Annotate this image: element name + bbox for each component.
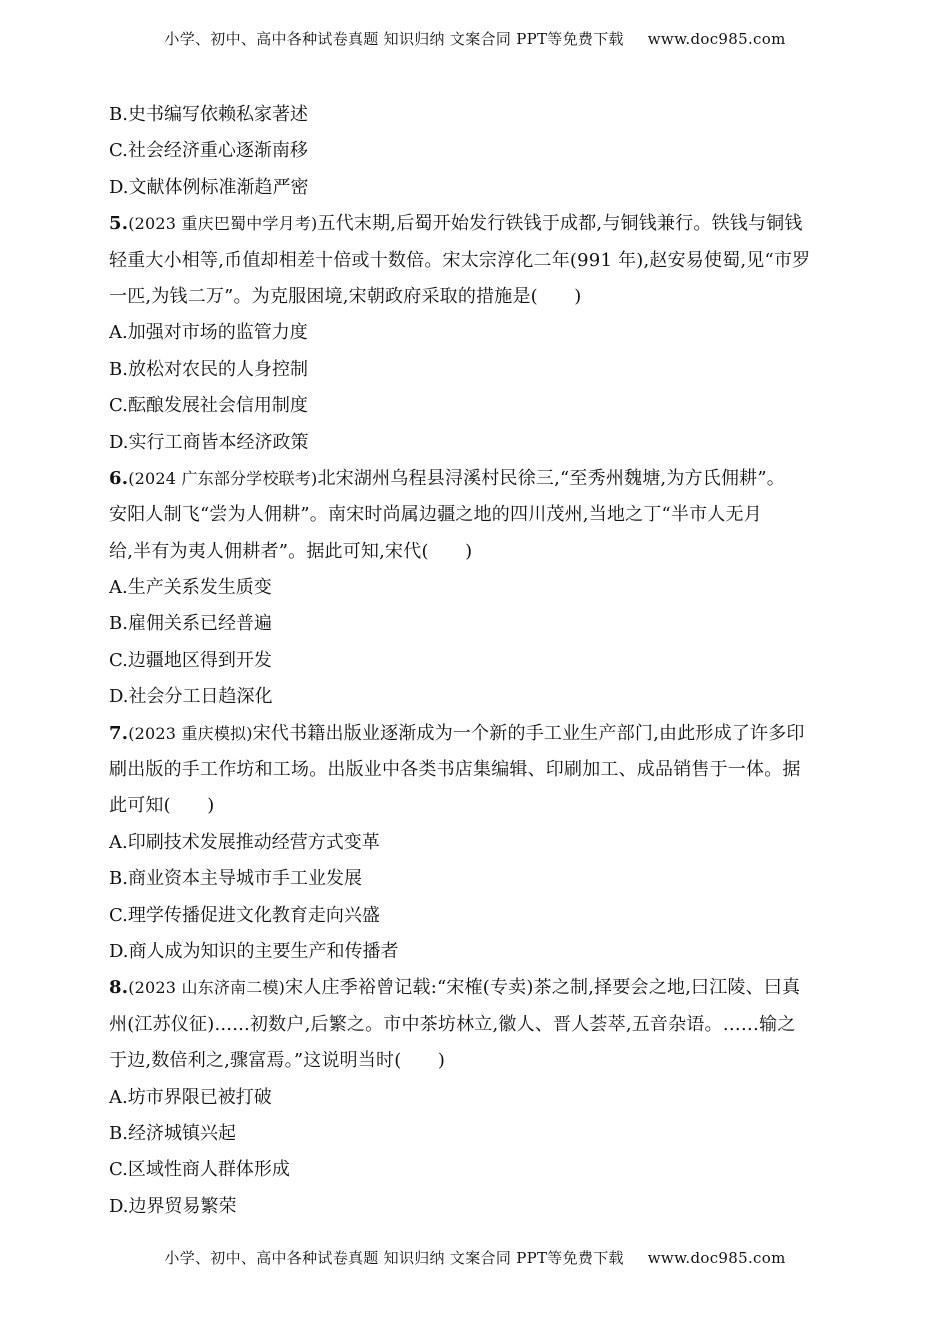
option: A.加强对市场的监管力度 (109, 322, 308, 344)
question-6 (109, 465, 844, 720)
previous-question-options (109, 101, 844, 210)
question-stem-line: 州(江苏仪征)......初数户,后繁之。市中茶坊林立,徽人、晋人荟萃,五音杂语。……输之 (109, 1013, 796, 1035)
header-url[interactable]: www.doc985.com (647, 30, 786, 48)
option: C.区域性商人群体形成 (109, 1159, 290, 1181)
question-list (109, 210, 844, 1229)
option: D.实行工商皆本经济政策 (109, 431, 309, 453)
question-stem-line (109, 720, 844, 756)
question-text: 五代末期,后蜀开始发行铁钱于成都,与铜钱兼行。铁钱与铜钱 (317, 213, 803, 235)
question-number: 6. (109, 467, 129, 489)
question-stem-line (109, 210, 844, 246)
question-stem-line: 刷出版的手工作坊和工场。出版业中各类书店集编辑、印刷加工、成品销售于一体。据 (109, 759, 801, 781)
question-source: (2023 重庆模拟) (128, 723, 253, 743)
option: D.商人成为知识的主要生产和传播者 (109, 940, 399, 962)
question-stem-line: 一匹,为钱二万”。为克服困境,宋朝政府采取的措施是( ) (109, 285, 582, 307)
question-stem-line: 给,半有为夷人佣耕者”。据此可知,宋代( ) (109, 540, 473, 562)
option: B.商业资本主导城市手工业发展 (109, 868, 362, 890)
question-source: (2024 广东部分学校联考) (128, 468, 318, 488)
option: D.边界贸易繁荣 (109, 1195, 237, 1217)
question-text: 北宋湖州乌程县浔溪村民徐三,“至秀州魏塘,为方氏佣耕”。 (317, 467, 785, 489)
document-body (109, 101, 844, 1229)
footer-url[interactable]: www.doc985.com (647, 1249, 786, 1267)
page-header (0, 28, 950, 49)
question-stem-line: 此可知( ) (109, 795, 215, 817)
question-8 (109, 974, 844, 1229)
option: C.社会经济重心逐渐南移 (109, 140, 308, 162)
header-text: 小学、初中、高中各种试卷真题 知识归纳 文案合同 PPT等免费下载 (164, 30, 624, 48)
question-source: (2023 重庆巴蜀中学月考) (128, 214, 318, 234)
question-stem-line: 安阳人制飞“尝为人佣耕”。南宋时尚属边疆之地的四川茂州,当地之丁“半市人无月 (109, 504, 762, 526)
option: A.印刷技术发展推动经营方式变革 (109, 831, 380, 853)
question-number: 8. (109, 977, 129, 999)
question-stem-line: 于边,数倍利之,骤富焉。”这说明当时( ) (109, 1050, 446, 1072)
question-5 (109, 210, 844, 465)
option: B.雇佣关系已经普遍 (109, 613, 272, 635)
question-stem-line (109, 974, 844, 1010)
option: D.文献体例标准渐趋严密 (109, 176, 309, 198)
option: D.社会分工日趋深化 (109, 686, 273, 708)
question-7 (109, 720, 844, 975)
option: A.坊市界限已被打破 (109, 1086, 272, 1108)
question-text: 宋代书籍出版业逐渐成为一个新的手工业生产部门,由此形成了许多印 (252, 722, 805, 744)
option: C.边疆地区得到开发 (109, 649, 272, 671)
footer-text: 小学、初中、高中各种试卷真题 知识归纳 文案合同 PPT等免费下载 (164, 1249, 624, 1267)
option: C.酝酿发展社会信用制度 (109, 395, 308, 417)
option: C.理学传播促进文化教育走向兴盛 (109, 904, 380, 926)
question-number: 5. (109, 213, 129, 235)
option: B.放松对农民的人身控制 (109, 358, 308, 380)
question-stem-line: 轻重大小相等,币值却相差十倍或十数倍。宋太宗淳化二年(991 年),赵安易使蜀,见“市罗 (109, 249, 811, 271)
question-source: (2023 山东济南二模) (128, 978, 286, 998)
option: A.生产关系发生质变 (109, 577, 272, 599)
option: B.史书编写依赖私家著述 (109, 104, 308, 125)
page-footer (0, 1247, 950, 1268)
question-text: 宋人庄季裕曾记载:“宋榷(专卖)茶之制,择要会之地,曰江陵、曰真 (285, 977, 801, 999)
option: B.经济城镇兴起 (109, 1122, 236, 1144)
question-stem-line (109, 465, 844, 501)
question-number: 7. (109, 722, 129, 744)
